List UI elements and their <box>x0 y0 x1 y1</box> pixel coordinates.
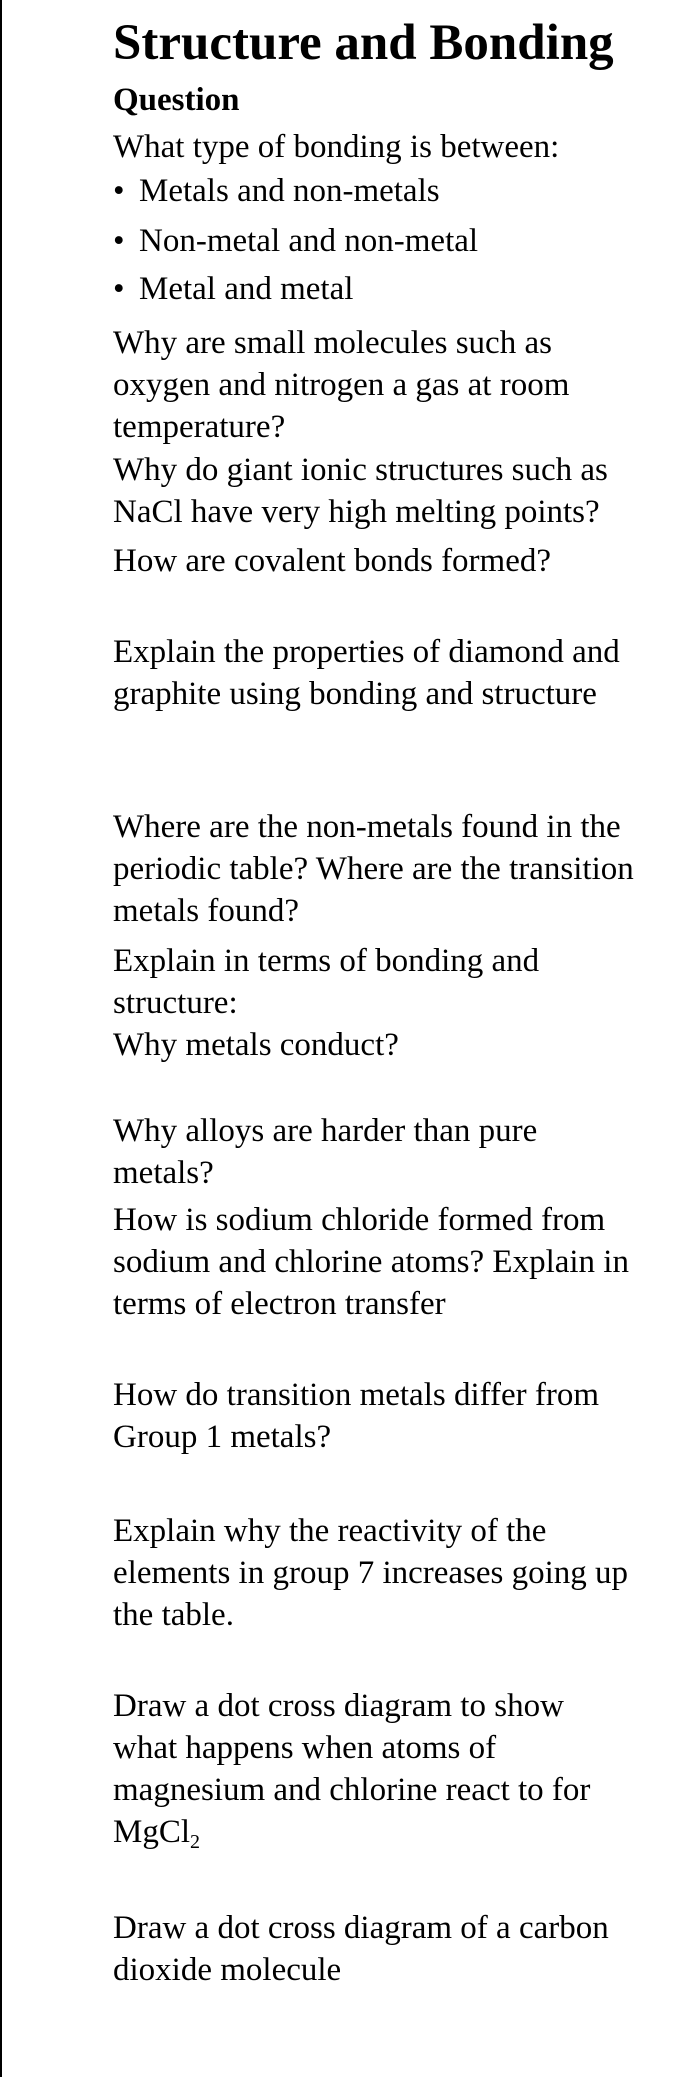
question-alloys: Why alloys are harder than pure metals? <box>113 1113 538 1191</box>
question-dot-cross-mgcl2: Draw a dot cross diagram to show what happens when atoms of magnesium and chlorine react to for MgCl$_2$ <box>113 1688 591 1853</box>
formula-mgcl2: MgCl$_2$ <box>113 1814 201 1853</box>
question-metals-conduct: Why metals conduct? <box>113 1027 399 1063</box>
bullet-dot: • <box>113 173 125 209</box>
question-bonding-structure-intro: Explain in terms of bonding and structure: <box>113 943 540 1021</box>
question-group7-reactivity: Explain why the reactivity of the elements in group 7 increases going up the table. <box>113 1513 629 1633</box>
question-transition-metals: How do transition metals differ from Group 1 metals? <box>113 1377 600 1455</box>
question-covalent-bonds: How are covalent bonds formed? <box>113 543 552 579</box>
page-left-border <box>0 0 2 2077</box>
question-small-molecules: Why are small molecules such as oxygen and nitrogen a gas at room temperature? <box>113 325 570 445</box>
bullet-dot: • <box>113 271 125 307</box>
question-heading: Question <box>113 82 240 118</box>
bullet-item <box>113 268 353 310</box>
page-title: Structure and Bonding <box>113 15 614 71</box>
question-dot-cross-co2: Draw a dot cross diagram of a carbon dioxide molecule <box>113 1910 609 1988</box>
bullet-dot: • <box>113 223 125 259</box>
bullet-text: Metals and non-metals <box>139 173 440 209</box>
question-ionic-structures: Why do giant ionic structures such as NaCl have very high melting points? <box>113 452 608 530</box>
question-bonding-types: What type of bonding is between: <box>113 129 560 165</box>
bullet-item <box>113 220 478 262</box>
question-periodic-table: Where are the non-metals found in the periodic table? Where are the transition metals found? <box>113 809 634 929</box>
bullet-text: Non-metal and non-metal <box>139 223 479 259</box>
bullet-text: Metal and metal <box>139 271 354 307</box>
question-diamond-graphite: Explain the properties of diamond and graphite using bonding and structure <box>113 634 620 712</box>
bullet-item <box>113 170 440 212</box>
question-sodium-chloride: How is sodium chloride formed from sodium and chlorine atoms? Explain in terms of electron transfer <box>113 1202 629 1322</box>
